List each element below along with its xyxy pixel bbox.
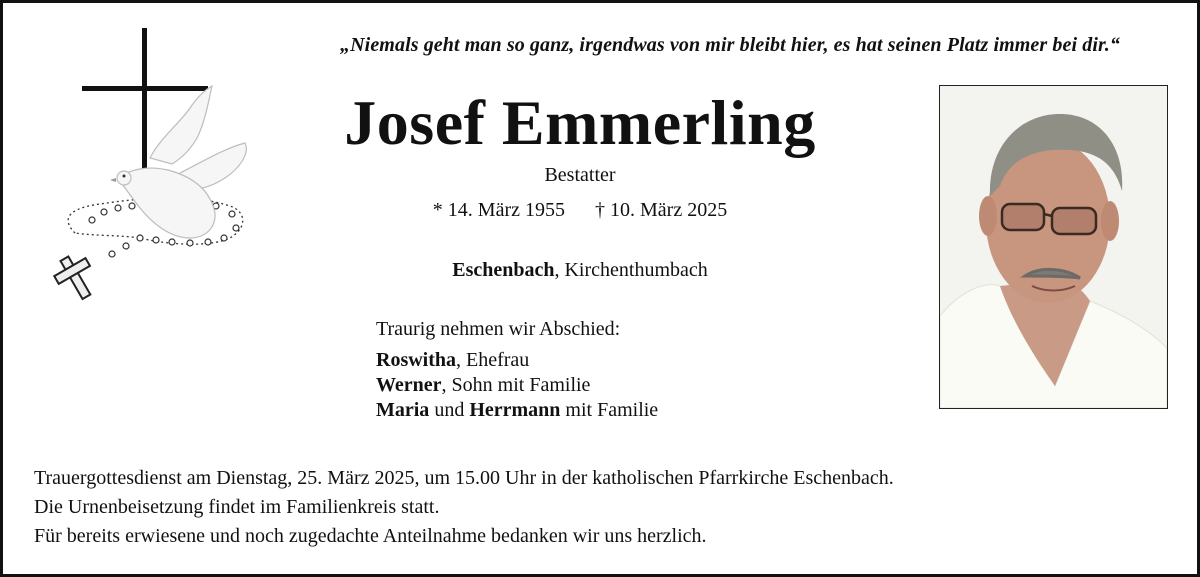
service-line: Für bereits erwiesene und noch zugedachte Anteilnahme bedanken wir uns herzlich. — [34, 525, 707, 547]
service-line: Die Urnenbeisetzung findet im Familienkreis statt. — [34, 496, 440, 518]
mourner-name: Roswitha — [376, 349, 457, 371]
mourners-block — [376, 317, 658, 423]
memorial-quote: „Niemals geht man so ganz, irgendwas von mir bleibt hier, es hat seinen Platz immer bei dir.“ — [340, 34, 1120, 56]
mourner-relation: , Sohn mit Familie — [441, 374, 591, 396]
mourner-relation: mit Familie — [560, 399, 659, 421]
mourner-name: Werner — [376, 374, 442, 396]
mourner-relation: , Ehefrau — [456, 349, 530, 371]
life-dates — [290, 199, 870, 222]
places — [290, 259, 870, 282]
portrait-photo — [939, 85, 1168, 409]
death-date: 10. März 2025 — [610, 199, 728, 221]
mourner-entry — [376, 348, 658, 373]
mourner-entry — [376, 373, 658, 398]
deceased-name: Josef Emmerling — [344, 87, 816, 158]
mourner-name: Herrmann — [469, 399, 561, 421]
mourner-name: Maria — [376, 399, 430, 421]
death-cross-icon: † — [595, 199, 605, 221]
place-secondary: , Kirchenthumbach — [554, 259, 708, 281]
mourners-intro: Traurig nehmen wir Abschied: — [376, 318, 621, 340]
service-line: Trauergottesdienst am Dienstag, 25. März 2025, um 15.00 Uhr in der katholischen Pfarrkirche Eschenbach. — [34, 467, 894, 489]
service-information — [34, 464, 894, 551]
mourner-conjunction: und — [429, 399, 470, 421]
profession: Bestatter — [544, 164, 616, 186]
portrait-image — [940, 86, 1167, 408]
birth-star-icon: * — [432, 199, 443, 221]
cross-dove-rosary-icon — [40, 28, 270, 308]
mourner-entry — [376, 398, 658, 423]
birth-date: 14. März 1955 — [447, 199, 565, 221]
place-primary: Eschenbach — [452, 259, 555, 281]
